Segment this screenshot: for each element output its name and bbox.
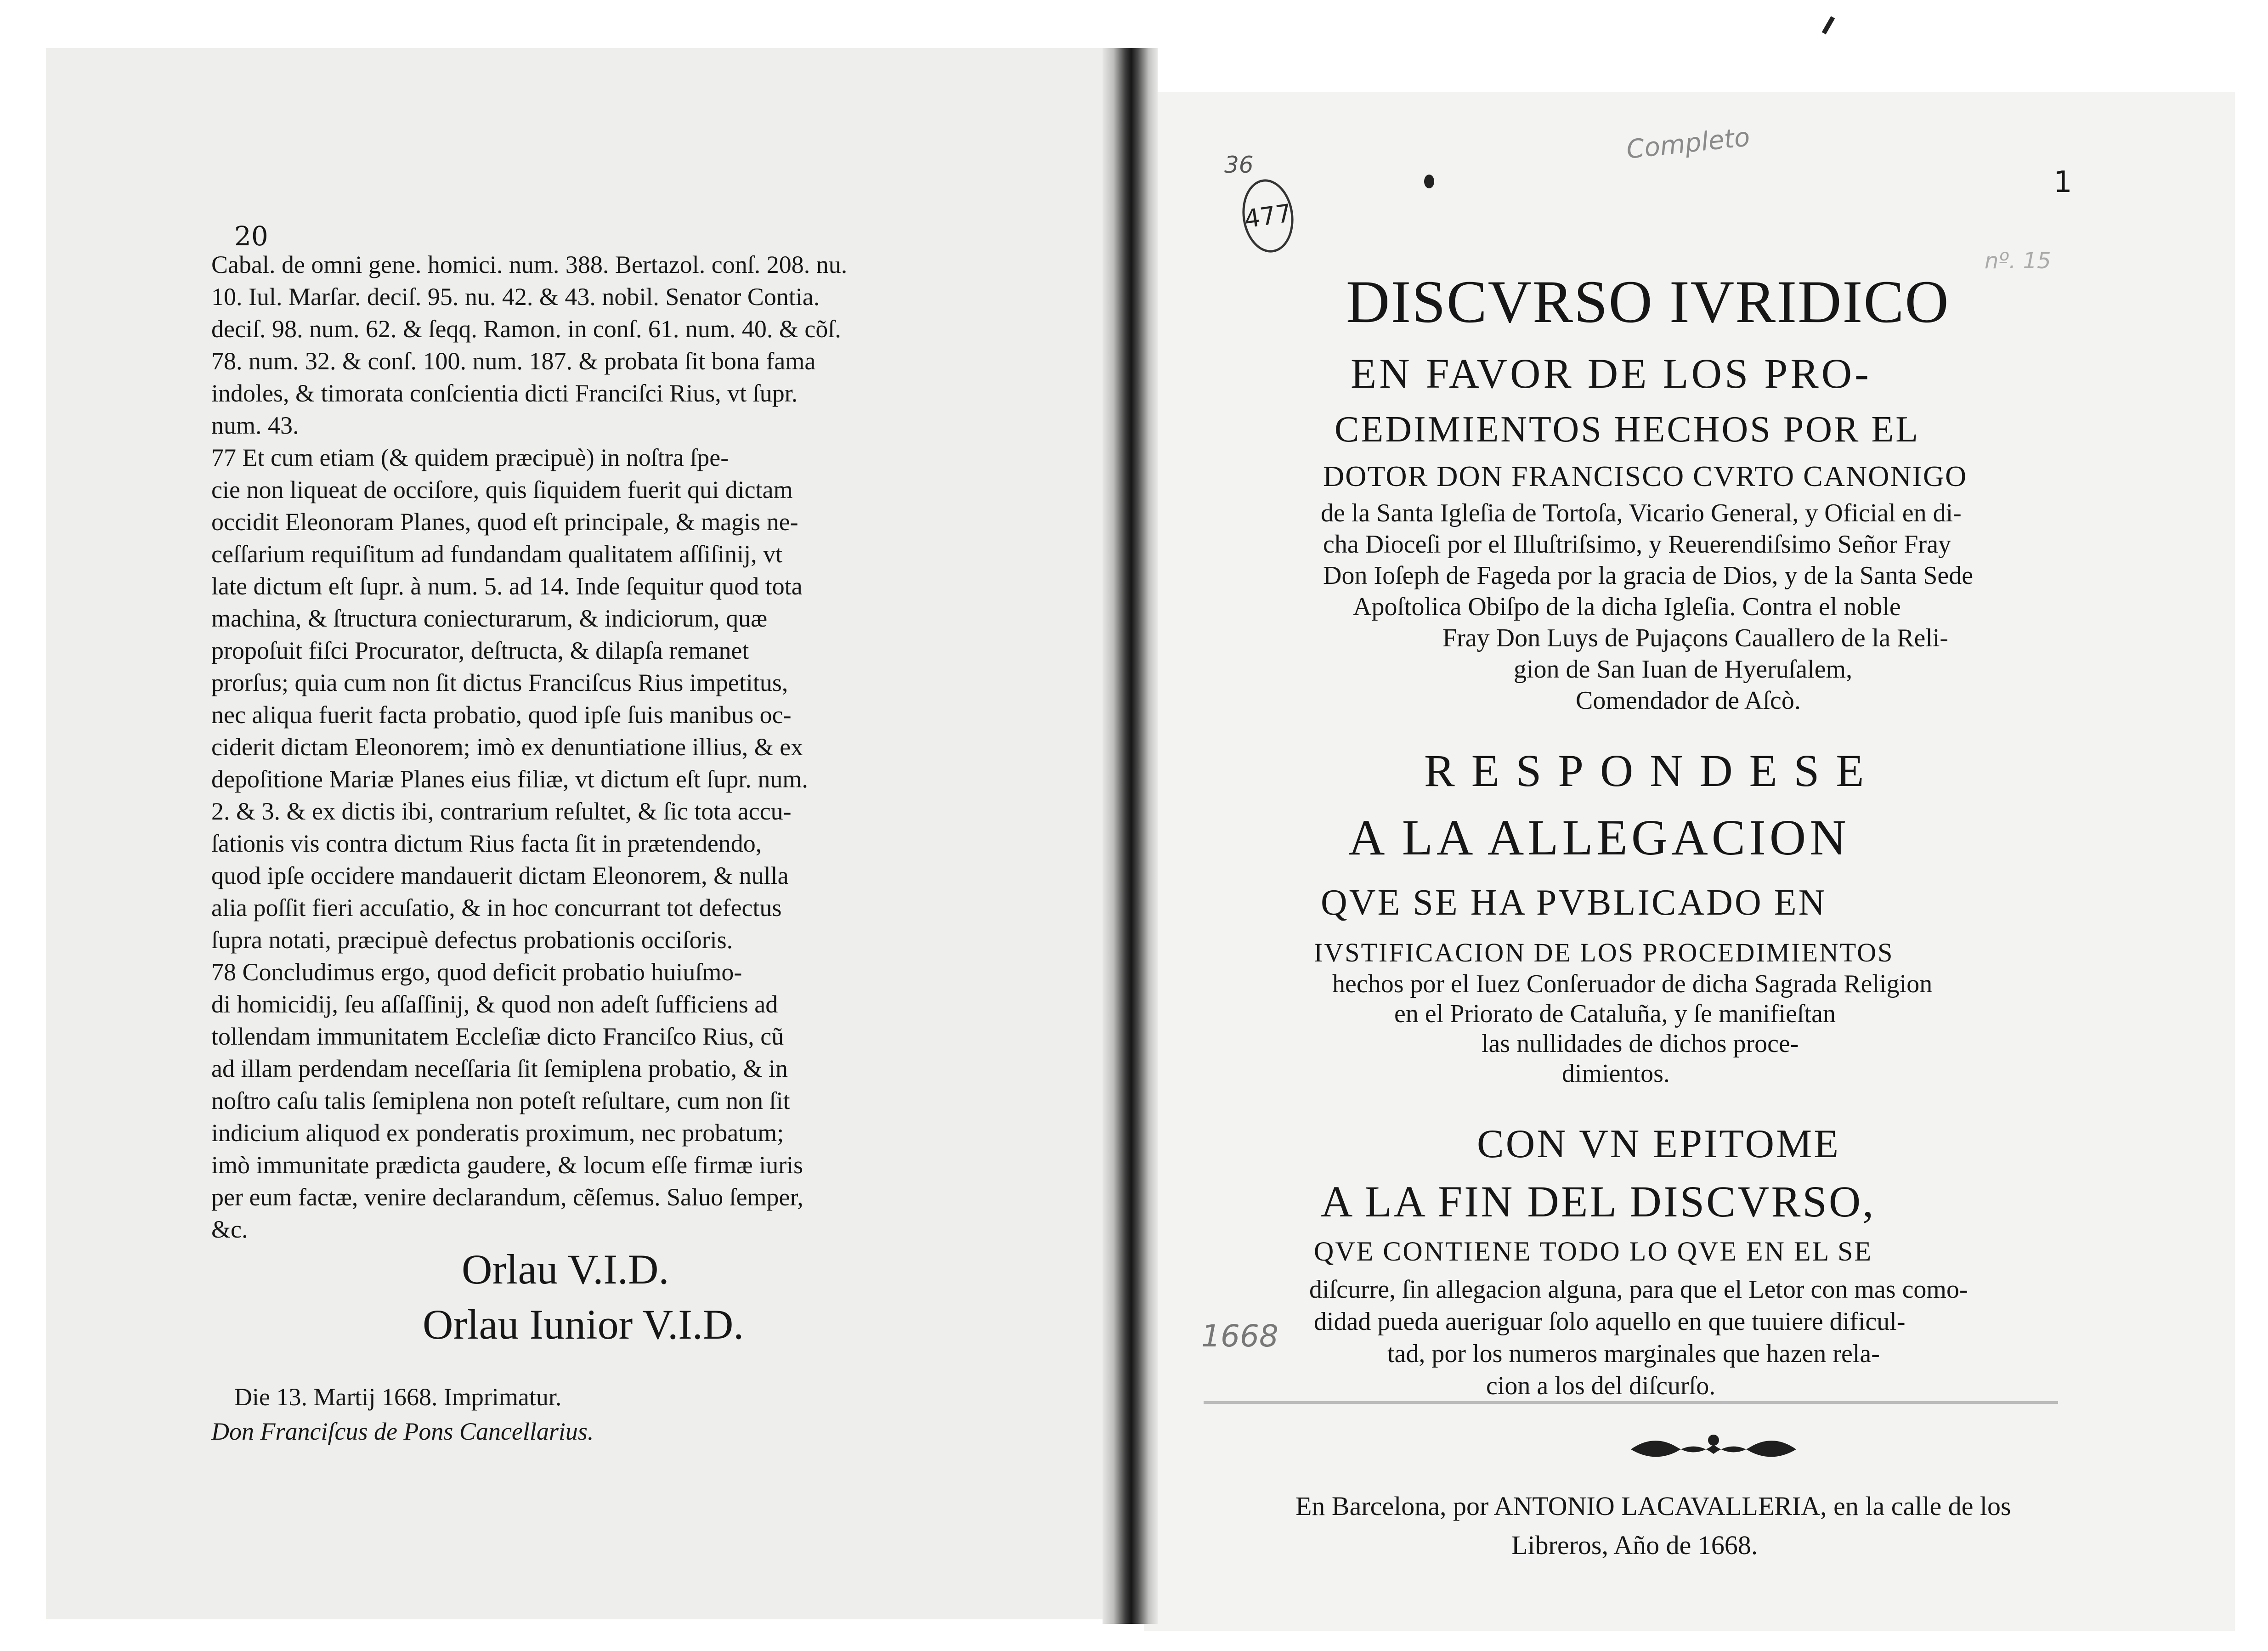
left-text-line: per eum factæ, venire declarandum, cẽſemus. Saluo ſemper, (211, 1183, 803, 1211)
left-text-line: num. 43. (211, 412, 299, 439)
left-text-line: ſationis vis contra dictum Rius facta ſit in prætendendo, (211, 830, 762, 857)
left-text-line: &c. (211, 1216, 248, 1243)
left-text-line: indoles, & timorata conſcientia dicti Franciſci Rius, vt ſupr. (211, 379, 798, 407)
left-text-line: ſupra notati, præcipuè defectus probationis occiſoris. (211, 926, 733, 954)
left-text-line: ciderit dictam Eleonorem; imò ex denuntiatione illius, & ex (211, 733, 803, 761)
intro-lines-line: cha Dioceſi por el Illuſtriſsimo, y Reuerendiſsimo Señor Fray (1323, 530, 1951, 559)
epitome-body-line: tad, por los numeros marginales que hazen rela- (1387, 1340, 1880, 1368)
printers-ornament (1626, 1431, 1801, 1465)
left-text-line: ad illam perdendam neceſſaria ſit ſemiplena probatio, & in (211, 1055, 788, 1082)
left-text-line: Cabal. de omni gene. homici. num. 388. Bertazol. conſ. 208. nu. (211, 251, 848, 278)
publicado-heading: QVE SE HA PVBLICADO EN (1321, 882, 1827, 923)
left-text-line: 78 Concludimus ergo, quod deficit probatio huiuſmo- (211, 958, 742, 986)
intro-lines-line: de la Santa Igleſia de Tortoſa, Vicario General, y Oficial en di- (1321, 499, 1962, 527)
left-text-line: imò immunitate prædicta gaudere, & locum eſſe firmæ iuris (211, 1151, 803, 1179)
allegacion-heading: A LA ALLEGACION (1348, 809, 1850, 865)
handwritten-36: 36 (1224, 152, 1254, 178)
fin-discurso-heading: A LA FIN DEL DISCVRSO, (1321, 1177, 1876, 1226)
page-number: 20 (234, 221, 268, 252)
ink-dot (1424, 175, 1434, 188)
left-text-line: indicium aliquod ex ponderatis proximum, nec probatum; (211, 1119, 784, 1147)
book-spine (1103, 48, 1158, 1624)
imprimatur-line: Die 13. Martij 1668. Imprimatur. (234, 1383, 562, 1411)
respondese-body-line: en el Priorato de Cataluña, y ſe manifieſtan (1394, 1000, 1836, 1028)
imprint-line-1: En Barcelona, por ANTONIO LACAVALLERIA, en la calle de los (1295, 1491, 2011, 1521)
left-text-line: di homicidij, ſeu aſſaſſinij, & quod non adeſt ſufficiens ad (211, 990, 778, 1018)
left-text-line: prorſus; quia cum non ſit dictus Franciſcus Rius impetitus, (211, 669, 788, 696)
left-text-line: machina, & ſtructura coniecturarum, & indiciorum, quæ (211, 605, 768, 632)
signature-2: Orlau Iunior V.I.D. (423, 1301, 744, 1348)
left-text-line: deciſ. 98. num. 62. & ſeqq. Ramon. in conſ. 61. num. 40. & cõſ. (211, 315, 841, 343)
left-text-line: noſtro caſu talis ſemiplena non poteſt reſultare, cum non ſit (211, 1087, 790, 1114)
title-line-1: DISCVRSO IVRIDICO (1346, 268, 1950, 335)
justificacion-heading: IVSTIFICACION DE LOS PROCEDIMIENTOS (1314, 938, 1894, 967)
intro-lines-line: Don Ioſeph de Fageda por la gracia de Dios, y de la Santa Sede (1323, 561, 1974, 590)
left-text-line: ceſſarium requiſitum ad fundandam qualitatem aſſiſinij, vt (211, 540, 783, 568)
left-text-line: depoſitione Mariæ Planes eius filiæ, vt dictum eſt ſupr. num. (211, 765, 808, 793)
respondese-body-line: hechos por el Iuez Conſeruador de dicha Sagrada Religion (1332, 970, 1933, 998)
handwritten-corner-note: nº. 15 (1985, 248, 2051, 274)
title-line-3: CEDIMIENTOS HECHOS POR EL (1335, 409, 1920, 450)
respondese-body-line: las nullidades de dichos proce- (1482, 1029, 1799, 1058)
folio-number: 1 (2053, 165, 2072, 199)
ink-mark (1822, 16, 1835, 34)
circled-catalog-number: 477 (1238, 176, 1298, 256)
left-text-line: quod ipſe occidere mandauerit dictam Eleonorem, & nulla (211, 862, 789, 889)
left-text-line: 77 Et cum etiam (& quidem præcipuè) in noſtra ſpe- (211, 444, 729, 471)
left-text-line: cie non liqueat de occiſore, quis ſiquidem fuerit qui dictam (211, 476, 793, 503)
intro-lines-line: Fray Don Luys de Pujaçons Cauallero de la Reli- (1442, 624, 1949, 652)
left-text-line: 78. num. 32. & conſ. 100. num. 187. & probata ſit bona fama (211, 347, 816, 375)
horizontal-rule (1204, 1401, 2058, 1404)
left-text-line: 2. & 3. & ex dictis ibi, contrarium reſultet, & ſic tota accu- (211, 797, 792, 825)
left-text-line: 10. Iul. Marſar. deciſ. 95. nu. 42. & 43. nobil. Senator Contia. (211, 283, 820, 311)
imprimatur-signatory: Don Franciſcus de Pons Cancellarius. (211, 1418, 594, 1445)
epitome-body-line: cion a los del diſcurſo. (1486, 1372, 1716, 1400)
respondese-body-line: dimientos. (1562, 1059, 1670, 1088)
left-text-line: nec aliqua fuerit facta probatio, quod ipſe ſuis manibus oc- (211, 701, 792, 729)
respondese-heading: RESPONDESE (1424, 745, 1881, 796)
epitome-heading: CON VN EPITOME (1477, 1122, 1841, 1166)
epitome-body-line: diſcurre, ſin allegacion alguna, para que el Letor con mas como- (1309, 1275, 1968, 1304)
title-line-2: EN FAVOR DE LOS PRO- (1351, 350, 1872, 397)
left-text-line: alia poſſit fieri accuſatio, & in hoc concurrant tot defectus (211, 894, 782, 922)
handwritten-margin-year: 1668 (1201, 1318, 1278, 1354)
left-text-line: occidit Eleonoram Planes, quod eſt principale, & magis ne- (211, 508, 798, 536)
epitome-body-line: didad pueda aueriguar ſolo aquello en que tuuiere dificul- (1314, 1307, 1906, 1336)
left-text-line: propoſuit fiſci Procurator, deſtructa, & dilapſa remanet (211, 637, 749, 664)
left-text-line: tollendam immunitatem Eccleſiæ dicto Franciſco Rius, cũ (211, 1023, 784, 1050)
imprint-line-2: Libreros, Año de 1668. (1511, 1530, 1758, 1560)
intro-lines-line: gion de San Iuan de Hyeruſalem, (1514, 655, 1853, 684)
title-line-4: DOTOR DON FRANCISCO CVRTO CANONIGO (1323, 460, 1968, 492)
intro-lines-line: Apoſtolica Obiſpo de la dicha Igleſia. Contra el noble (1353, 593, 1901, 621)
intro-lines-line: Comendador de Aſcò. (1576, 686, 1801, 715)
handwritten-completo: Completo (1625, 122, 1752, 165)
signature-1: Orlau V.I.D. (462, 1246, 669, 1293)
contiene-heading: QVE CONTIENE TODO LO QVE EN EL SE (1314, 1236, 1873, 1267)
left-text-line: late dictum eſt ſupr. à num. 5. ad 14. Inde ſequitur quod tota (211, 572, 803, 600)
